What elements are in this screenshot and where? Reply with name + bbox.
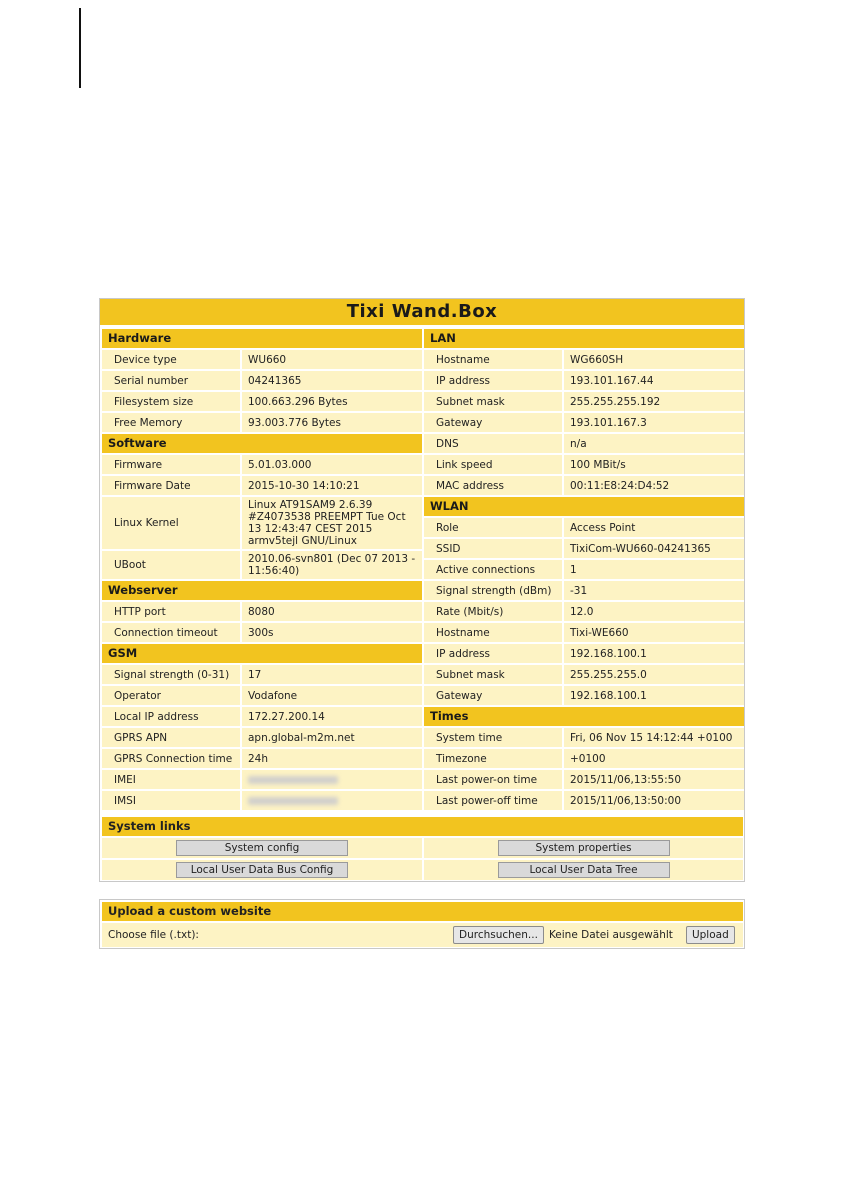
links-row-1	[102, 838, 743, 858]
system-properties-button[interactable]: System properties	[498, 840, 670, 856]
links-row-2	[102, 860, 743, 880]
row-linux-kernel: Linux Kernel Linux AT91SAM9 2.6.39 #Z4073538 PREEMPT Tue Oct 13 12:43:47 CEST 2015 armv5tejl GNU/Linux	[102, 497, 422, 549]
row-timezone: Timezone +0100	[424, 749, 744, 768]
row-wlan-ip: IP address 192.168.100.1	[424, 644, 744, 663]
row-lan-dns: DNS n/a	[424, 434, 744, 453]
row-operator: Operator Vodafone	[102, 686, 422, 705]
row-filesystem-size: Filesystem size 100.663.296 Bytes	[102, 392, 422, 411]
upload-button[interactable]: Upload	[686, 926, 735, 944]
no-file-text: Keine Datei ausgewählt	[548, 929, 673, 941]
row-lan-mac: MAC address 00:11:E8:24:D4:52	[424, 476, 744, 495]
row-lan-link-speed: Link speed 100 MBit/s	[424, 455, 744, 474]
section-system-links: System links	[102, 817, 743, 836]
row-connection-timeout: Connection timeout 300s	[102, 623, 422, 642]
section-webserver: Webserver	[102, 581, 422, 600]
page-margin-bar	[79, 8, 81, 88]
row-wlan-active-connections: Active connections 1	[424, 560, 744, 579]
row-wlan-hostname: Hostname Tixi-WE660	[424, 623, 744, 642]
choose-file-label: Choose file (.txt):	[108, 929, 199, 941]
section-lan: LAN	[424, 329, 744, 348]
system-config-button[interactable]: System config	[176, 840, 348, 856]
row-wlan-ssid: SSID TixiCom-WU660-04241365	[424, 539, 744, 558]
row-lan-hostname: Hostname WG660SH	[424, 350, 744, 369]
row-local-ip: Local IP address 172.27.200.14	[102, 707, 422, 726]
section-gsm: GSM	[102, 644, 422, 663]
row-wlan-gateway: Gateway 192.168.100.1	[424, 686, 744, 705]
row-wlan-rate: Rate (Mbit/s) 12.0	[424, 602, 744, 621]
row-device-type: Device type WU660	[102, 350, 422, 369]
row-uboot: UBoot 2010.06-svn801 (Dec 07 2013 - 11:56:40)	[102, 551, 422, 579]
redacted-value	[248, 797, 338, 805]
row-firmware: Firmware 5.01.03.000	[102, 455, 422, 474]
row-lan-gateway: Gateway 193.101.167.3	[424, 413, 744, 432]
row-system-time: System time Fri, 06 Nov 15 14:12:44 +0100	[424, 728, 744, 747]
row-signal-strength: Signal strength (0-31) 17	[102, 665, 422, 684]
browse-button[interactable]: Durchsuchen...	[453, 926, 544, 944]
row-wlan-role: Role Access Point	[424, 518, 744, 537]
row-wlan-signal: Signal strength (dBm) -31	[424, 581, 744, 600]
upload-row	[102, 923, 743, 947]
row-last-power-on: Last power-on time 2015/11/06,13:55:50	[424, 770, 744, 789]
local-data-tree-button[interactable]: Local User Data Tree	[498, 862, 670, 878]
row-imsi: IMSI	[102, 791, 422, 810]
right-column	[424, 327, 744, 810]
row-firmware-date: Firmware Date 2015-10-30 14:10:21	[102, 476, 422, 495]
upload-panel	[99, 899, 745, 949]
row-imei: IMEI	[102, 770, 422, 789]
row-lan-subnet: Subnet mask 255.255.255.192	[424, 392, 744, 411]
local-bus-config-button[interactable]: Local User Data Bus Config	[176, 862, 348, 878]
row-wlan-subnet: Subnet mask 255.255.255.0	[424, 665, 744, 684]
row-free-memory: Free Memory 93.003.776 Bytes	[102, 413, 422, 432]
row-gprs-connection-time: GPRS Connection time 24h	[102, 749, 422, 768]
left-column	[102, 327, 422, 810]
upload-heading: Upload a custom website	[102, 902, 743, 921]
section-wlan: WLAN	[424, 497, 744, 516]
page-title: Tixi Wand.Box	[100, 299, 744, 325]
device-info-panel	[99, 298, 745, 882]
redacted-value	[248, 776, 338, 784]
row-serial-number: Serial number 04241365	[102, 371, 422, 390]
row-http-port: HTTP port 8080	[102, 602, 422, 621]
section-times: Times	[424, 707, 744, 726]
section-software: Software	[102, 434, 422, 453]
row-lan-ip: IP address 193.101.167.44	[424, 371, 744, 390]
row-last-power-off: Last power-off time 2015/11/06,13:50:00	[424, 791, 744, 810]
section-hardware: Hardware	[102, 329, 422, 348]
row-gprs-apn: GPRS APN apn.global-m2m.net	[102, 728, 422, 747]
